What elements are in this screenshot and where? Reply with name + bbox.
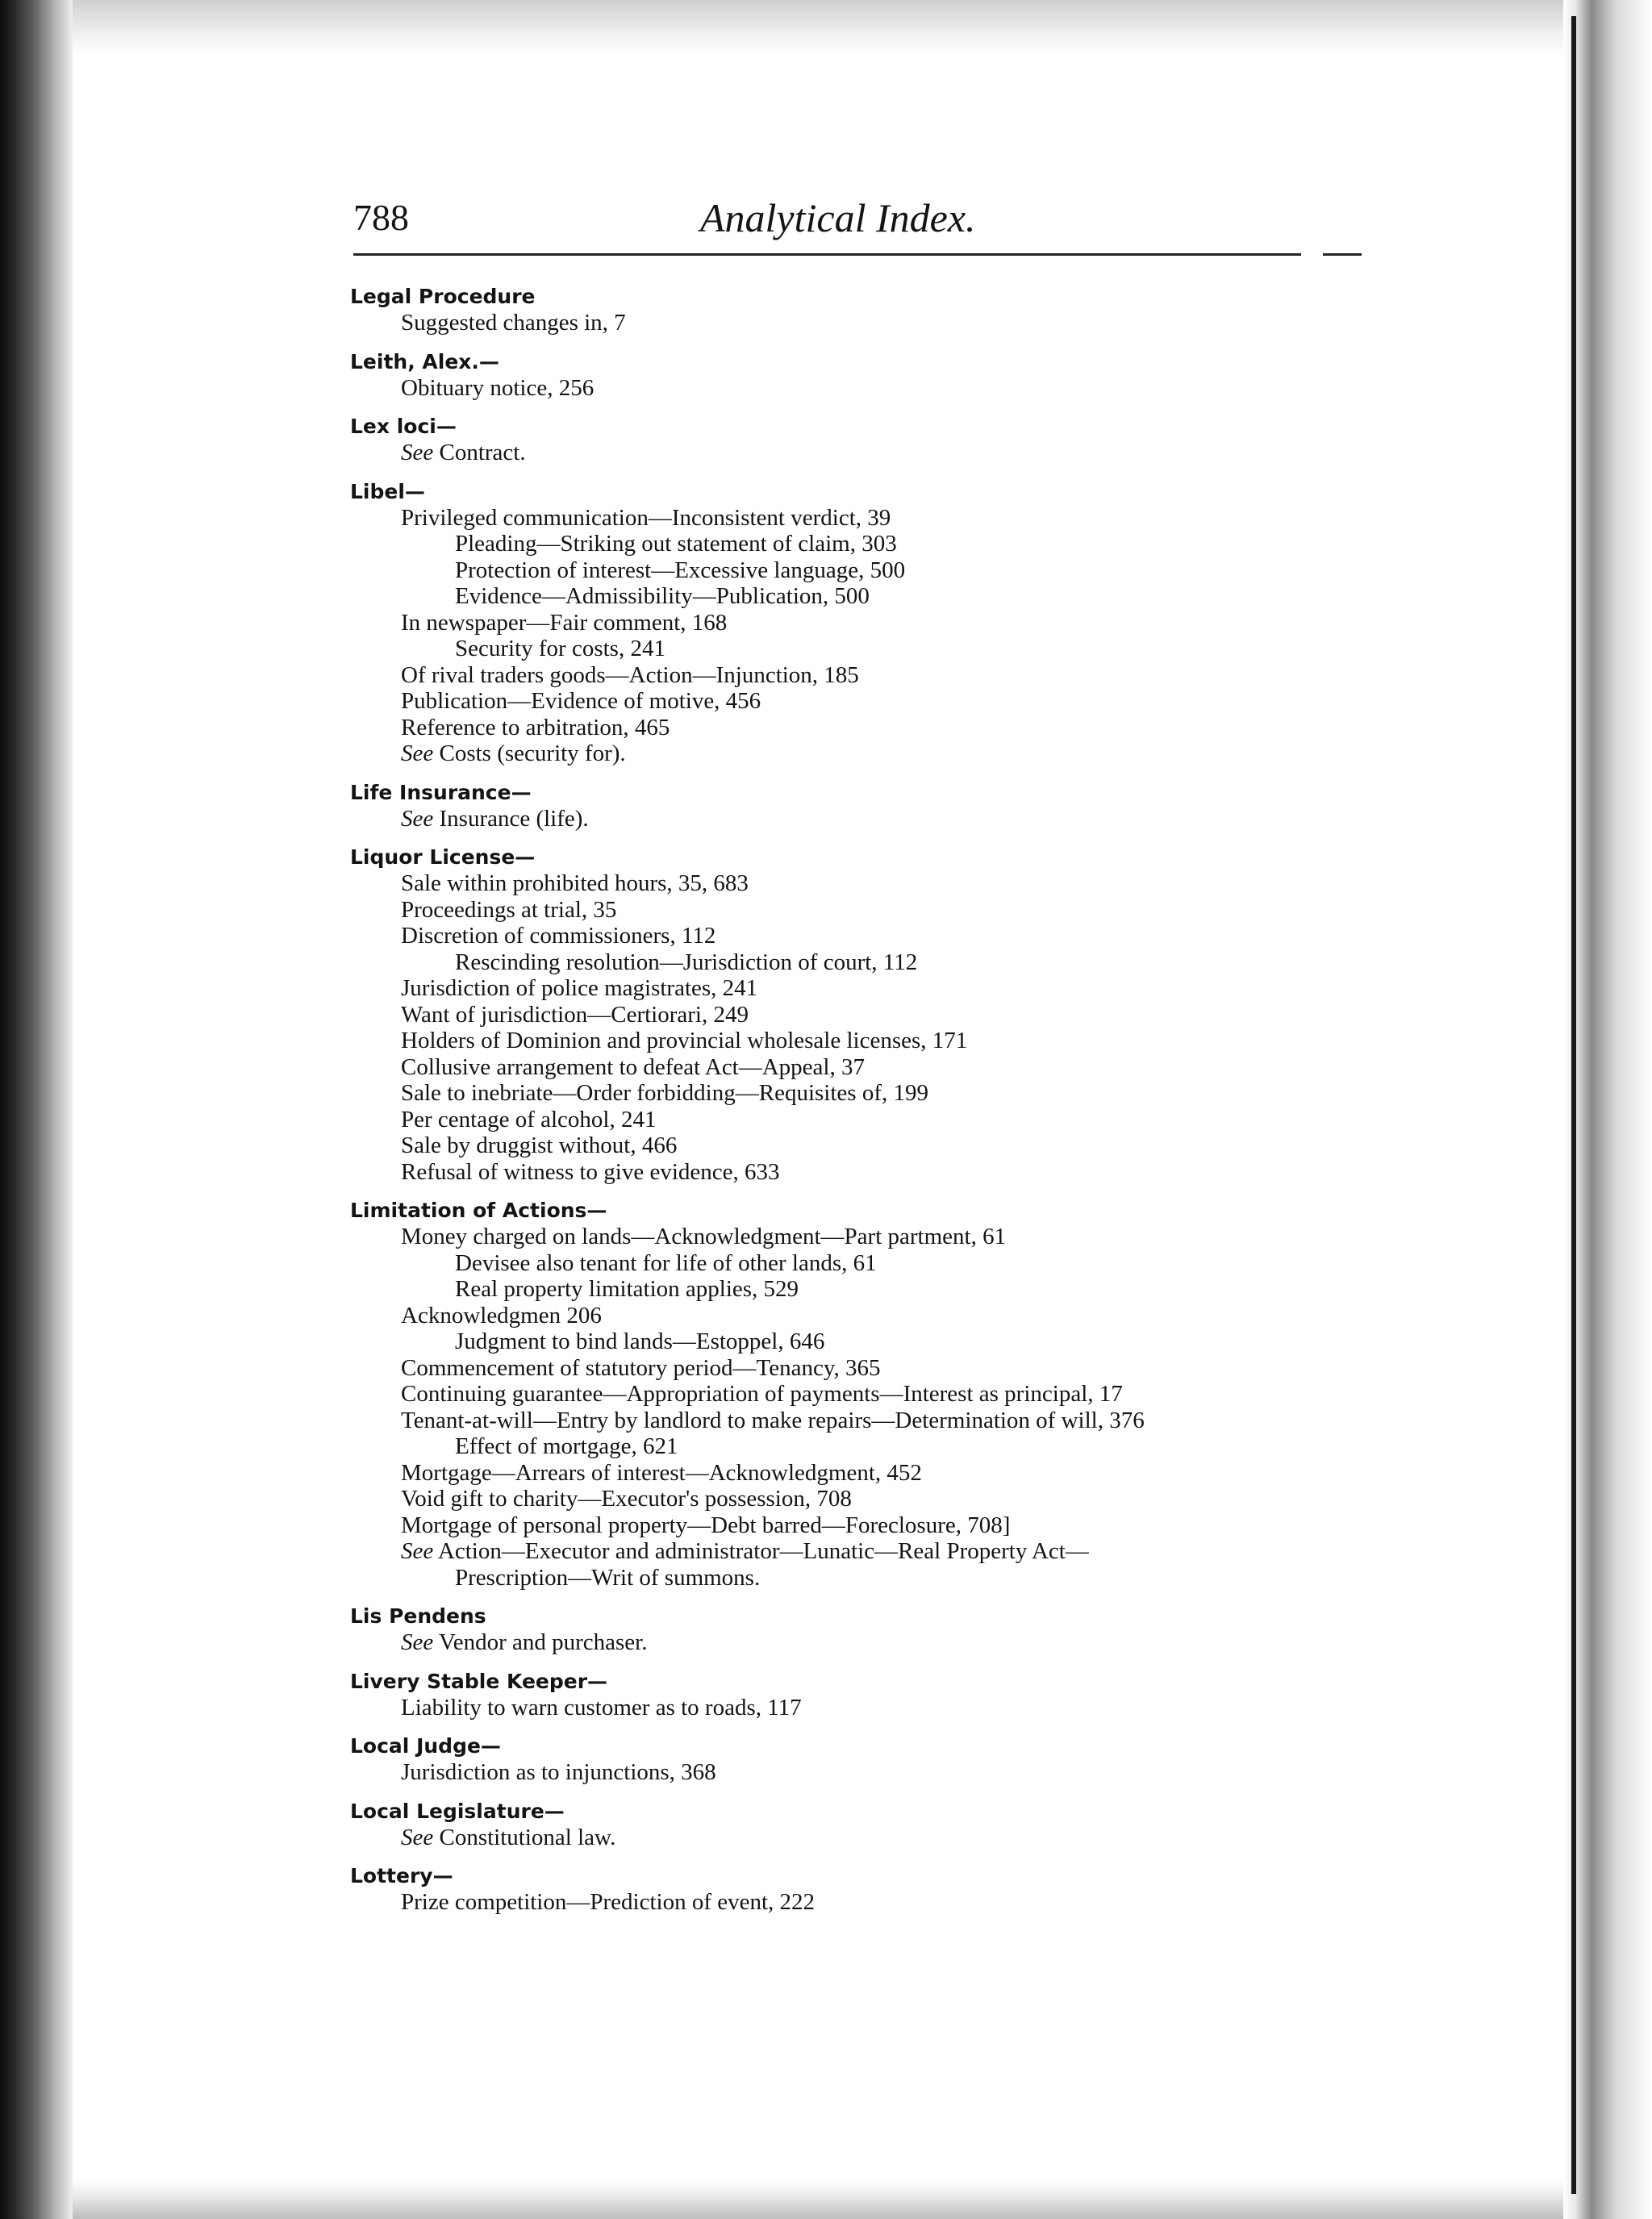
page-number: 788 bbox=[353, 197, 409, 238]
subentry-text: Insurance (life). bbox=[433, 805, 589, 832]
index-heading: Livery Stable Keeper— bbox=[350, 1669, 608, 1693]
index-subentry bbox=[350, 1054, 1391, 1081]
subentry-text: Acknowledgmen 206 bbox=[401, 1302, 602, 1328]
index-subentry bbox=[350, 505, 1391, 532]
header-rule bbox=[353, 253, 1301, 256]
index-subentry bbox=[350, 1486, 1391, 1512]
subentry-text: Reference to arbitration, 465 bbox=[401, 714, 670, 740]
subentry-text: Liability to warn customer as to roads, 117 bbox=[401, 1694, 802, 1721]
index-entry bbox=[350, 1733, 1391, 1786]
subentry-text: Rescinding resolution—Jurisdiction of court, 112 bbox=[455, 949, 918, 975]
index-subentry bbox=[350, 1408, 1391, 1434]
subentry-text: Privileged communication—Inconsistent verdict, 39 bbox=[401, 504, 891, 531]
index-entry bbox=[350, 1198, 1391, 1591]
subentry-text: Protection of interest—Excessive language, 500 bbox=[455, 557, 906, 583]
see-reference: See bbox=[401, 805, 434, 832]
subentry-text: Publication—Evidence of motive, 456 bbox=[401, 688, 761, 714]
index-subentry bbox=[350, 1381, 1391, 1408]
index-subentry bbox=[350, 949, 1391, 976]
see-reference: See bbox=[401, 1538, 434, 1564]
index-subentry bbox=[350, 975, 1391, 1002]
index-subentry bbox=[350, 740, 1391, 767]
subentry-text: Void gift to charity—Executor's possession, 708 bbox=[401, 1486, 852, 1512]
book-spine-shadow bbox=[0, 0, 73, 2219]
subentry-text: Tenant-at-will—Entry by landlord to make repairs—Determination of will, 376 bbox=[401, 1407, 1145, 1433]
index-heading: Libel— bbox=[350, 479, 425, 503]
index-subentry bbox=[350, 531, 1391, 557]
index-subentry bbox=[350, 1080, 1391, 1107]
index-subentry bbox=[350, 1629, 1391, 1656]
index-heading: Lex loci— bbox=[350, 415, 457, 438]
see-reference: See bbox=[401, 740, 434, 766]
page-border-line bbox=[1571, 16, 1576, 2194]
index-subentry bbox=[350, 1132, 1391, 1159]
analytical-index-list bbox=[350, 284, 1391, 1929]
subentry-text: Suggested changes in, 7 bbox=[401, 310, 626, 336]
index-entry bbox=[350, 845, 1391, 1185]
subentry-text: Judgment to bind lands—Estoppel, 646 bbox=[455, 1328, 825, 1354]
index-subentry bbox=[350, 1565, 1391, 1591]
index-subentry bbox=[350, 1538, 1391, 1565]
index-subentry bbox=[350, 1512, 1391, 1539]
subentry-text: Vendor and purchaser. bbox=[433, 1629, 648, 1655]
index-subentry bbox=[350, 897, 1391, 924]
index-entry bbox=[350, 780, 1391, 832]
index-subentry bbox=[350, 1002, 1391, 1028]
index-entry bbox=[350, 479, 1391, 767]
see-reference: See bbox=[401, 1824, 434, 1850]
index-heading: Legal Procedure bbox=[350, 285, 536, 308]
subentry-text: Prize competition—Prediction of event, 222 bbox=[401, 1889, 816, 1915]
subentry-text: Evidence—Admissibility—Publication, 500 bbox=[455, 583, 870, 609]
index-subentry bbox=[350, 583, 1391, 610]
index-subentry bbox=[350, 557, 1391, 584]
index-subentry bbox=[350, 636, 1391, 662]
subentry-text: Holders of Dominion and provincial wholesale licenses, 171 bbox=[401, 1028, 968, 1053]
see-reference: See bbox=[401, 440, 434, 465]
subentry-text: Obituary notice, 256 bbox=[401, 374, 594, 401]
index-entry bbox=[350, 1863, 1391, 1916]
subentry-text: Discretion of commissioners, 112 bbox=[401, 923, 716, 949]
subentry-text: Jurisdiction of police magistrates, 241 bbox=[401, 975, 758, 1001]
index-subentry bbox=[350, 1759, 1391, 1786]
subentry-text: Commencement of statutory period—Tenancy, 365 bbox=[401, 1354, 881, 1381]
index-subentry bbox=[350, 375, 1391, 402]
index-heading: Liquor License— bbox=[350, 845, 536, 869]
index-subentry bbox=[350, 1695, 1391, 1721]
subentry-text: Mortgage of personal property—Debt barred—Foreclosure, 708] bbox=[401, 1512, 1011, 1538]
subentry-text: Pleading—Striking out statement of claim, 303 bbox=[455, 531, 897, 557]
subentry-text: Refusal of witness to give evidence, 633 bbox=[401, 1158, 780, 1185]
index-subentry bbox=[350, 923, 1391, 949]
index-subentry bbox=[350, 715, 1391, 741]
page-edge-right bbox=[1563, 0, 1652, 2219]
subentry-text: Per centage of alcohol, 241 bbox=[401, 1106, 657, 1132]
index-subentry bbox=[350, 806, 1391, 832]
index-subentry bbox=[350, 1250, 1391, 1277]
subentry-text: Collusive arrangement to defeat Act—Appeal, 37 bbox=[401, 1053, 865, 1080]
index-heading: Lottery— bbox=[350, 1864, 453, 1887]
index-subentry bbox=[350, 688, 1391, 715]
index-heading: Local Judge— bbox=[350, 1734, 501, 1758]
index-entry bbox=[350, 414, 1391, 466]
index-subentry bbox=[350, 1328, 1391, 1355]
subentry-text: Of rival traders goods—Action—Injunction, 185 bbox=[401, 661, 859, 688]
subentry-text: Jurisdiction as to injunctions, 368 bbox=[401, 1759, 716, 1785]
index-subentry bbox=[350, 1107, 1391, 1133]
index-subentry bbox=[350, 310, 1391, 336]
page-edge-bottom bbox=[73, 2179, 1563, 2219]
index-subentry bbox=[350, 870, 1391, 897]
index-heading: Lis Pendens bbox=[350, 1604, 486, 1628]
subentry-text: Real property limitation applies, 529 bbox=[455, 1276, 799, 1302]
see-reference: See bbox=[401, 1629, 434, 1655]
page-header bbox=[353, 194, 1362, 250]
index-subentry bbox=[350, 610, 1391, 636]
index-subentry bbox=[350, 1825, 1391, 1851]
index-subentry bbox=[350, 1460, 1391, 1487]
index-subentry bbox=[350, 1303, 1391, 1329]
subentry-text: Sale within prohibited hours, 35, 683 bbox=[401, 870, 749, 896]
subentry-text: Prescription—Writ of summons. bbox=[455, 1564, 761, 1591]
page-edge-top bbox=[73, 0, 1563, 56]
index-entry bbox=[350, 1604, 1391, 1656]
subentry-text: Proceedings at trial, 35 bbox=[401, 896, 617, 923]
index-subentry bbox=[350, 1355, 1391, 1382]
running-title: Analytical Index. bbox=[700, 195, 976, 240]
subentry-text: Continuing guarantee—Appropriation of payments—Interest as principal, 17 bbox=[401, 1381, 1123, 1407]
index-entry bbox=[350, 349, 1391, 402]
index-heading: Local Legislature— bbox=[350, 1799, 565, 1823]
subentry-text: Devisee also tenant for life of other lands, 61 bbox=[455, 1249, 877, 1276]
index-subentry bbox=[350, 1028, 1391, 1054]
index-subentry bbox=[350, 662, 1391, 689]
subentry-text: Security for costs, 241 bbox=[455, 636, 665, 661]
index-subentry bbox=[350, 1224, 1391, 1250]
subentry-text: Mortgage—Arrears of interest—Acknowledgment, 452 bbox=[401, 1459, 922, 1486]
subentry-text: Sale to inebriate—Order forbidding—Requisites of, 199 bbox=[401, 1080, 928, 1106]
index-subentry bbox=[350, 1276, 1391, 1303]
subentry-text: Want of jurisdiction—Certiorari, 249 bbox=[401, 1001, 749, 1028]
index-entry bbox=[350, 1669, 1391, 1721]
index-entry bbox=[350, 284, 1391, 336]
index-subentry bbox=[350, 440, 1391, 466]
subentry-text: Costs (security for). bbox=[433, 740, 626, 766]
subentry-text: Sale by druggist without, 466 bbox=[401, 1132, 678, 1158]
index-entry bbox=[350, 1799, 1391, 1851]
index-subentry bbox=[350, 1889, 1391, 1916]
index-subentry bbox=[350, 1433, 1391, 1460]
subentry-text: Contract. bbox=[433, 440, 526, 465]
index-subentry bbox=[350, 1159, 1391, 1186]
index-heading: Limitation of Actions— bbox=[350, 1199, 607, 1222]
subentry-text: Constitutional law. bbox=[433, 1824, 616, 1850]
subentry-text: In newspaper—Fair comment, 168 bbox=[401, 609, 728, 636]
subentry-text: Money charged on lands—Acknowledgment—Part partment, 61 bbox=[401, 1224, 1007, 1249]
header-rule-short bbox=[1323, 253, 1362, 256]
index-heading: Life Insurance— bbox=[350, 780, 532, 804]
subentry-text: Action—Executor and administrator—Lunatic—Real Property Act— bbox=[433, 1538, 1089, 1564]
index-heading: Leith, Alex.— bbox=[350, 349, 499, 373]
subentry-text: Effect of mortgage, 621 bbox=[455, 1433, 678, 1459]
